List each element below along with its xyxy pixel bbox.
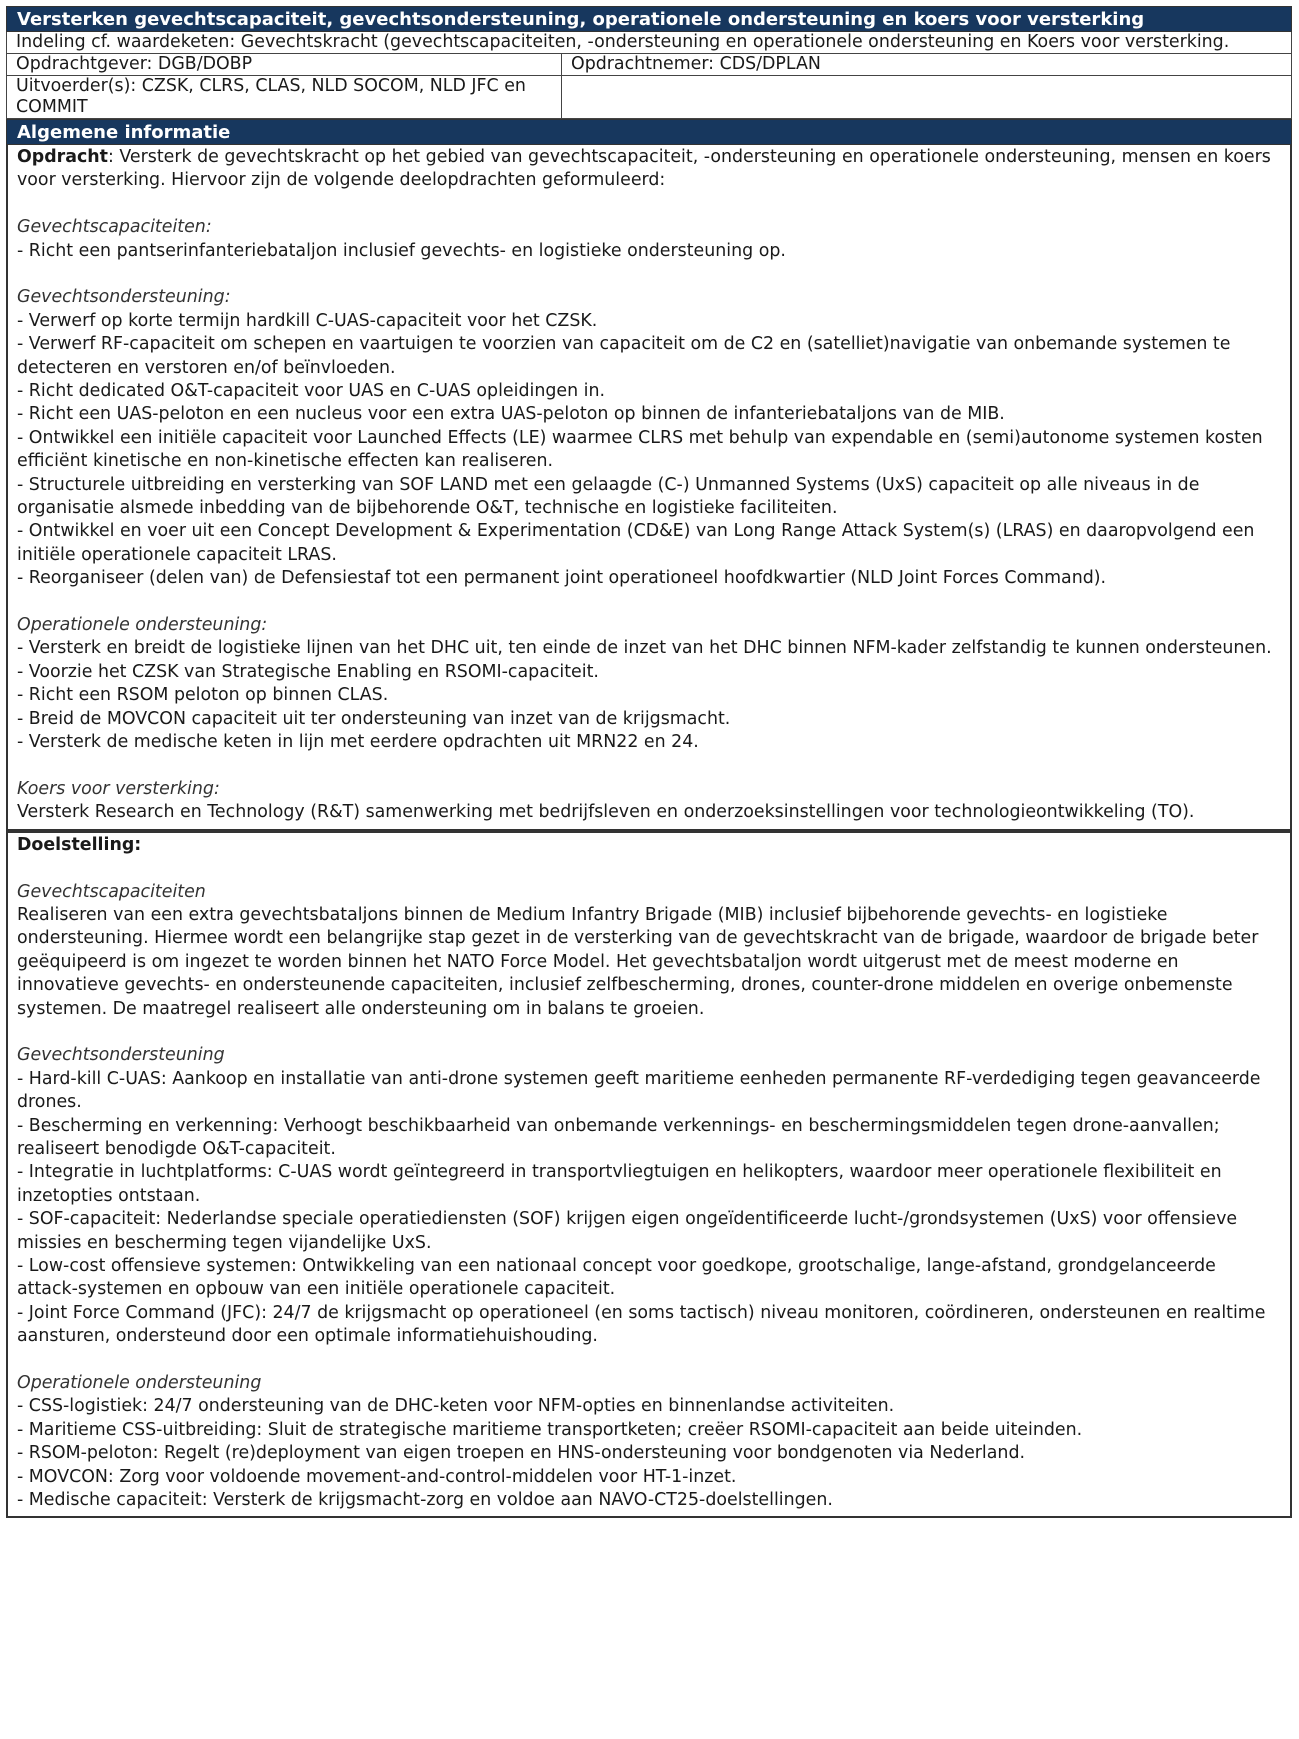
- list-item: - Verwerf op korte termijn hardkill C-UAS-capaciteit voor het CZSK.: [17, 310, 598, 331]
- group-title: Gevechtsondersteuning: [17, 1045, 225, 1066]
- list-item: - Reorganiseer (delen van) de Defensiestaf tot een permanent joint operationeel hoofdkwartier (NLD Joint Forces Command).: [17, 568, 1107, 589]
- list-item: - Ontwikkel en voer uit een Concept Development & Experimentation (CD&E) van Long Range Attack System(s) (LRAS) en daaropvolgend een initiële operationele capaciteit LRAS.: [17, 521, 1255, 565]
- list-item: - Versterk en breidt de logistieke lijnen van het DHC uit, ten einde de inzet van het DHC binnen NFM-kader zelfstandig te kunnen ondersteunen.: [17, 638, 1272, 659]
- opdracht-label: Opdracht: [17, 147, 108, 167]
- list-item: - SOF-capaciteit: Nederlandse speciale operatiediensten (SOF) krijgen eigen ongeïdentificeerde lucht-/grondsystemen (UxS) voor offensieve missies en bescherming tegen vijandelijke UxS.: [17, 1209, 1238, 1253]
- uitvoerders-empty-cell: [562, 76, 1291, 118]
- opdracht-intro-text: : Versterk de gevechtskracht op het gebied van gevechtscapaciteit, -ondersteuning en operationele ondersteuning, mensen en koers voor versterking. Hiervoor zijn de volgende deelopdrachten geformuleerd:: [17, 147, 1271, 191]
- opdracht-section: [6, 145, 1292, 831]
- opdrachtgever: Opdrachtgever: DGB/DOBP: [7, 54, 562, 75]
- document-table: [6, 6, 1292, 1518]
- group-title: Gevechtsondersteuning:: [17, 287, 231, 308]
- doelstelling-label: Doelstelling:: [17, 834, 142, 855]
- list-item: - Low-cost offensieve systemen: Ontwikkeling van een nationaal concept voor goedkope, grootschalige, lange-afstand, grondgelanceerde attack-systemen en opbouw van een initiële operationele capaciteit.: [17, 1256, 1216, 1300]
- list-item: - Richt een RSOM peloton op binnen CLAS.: [17, 685, 389, 706]
- list-item: - Richt een UAS-peloton en een nucleus voor een extra UAS-peloton op binnen de infanteriebataljons van de MIB.: [17, 404, 1005, 425]
- list-item: - Versterk de medische keten in lijn met eerdere opdrachten uit MRN22 en 24.: [17, 732, 699, 753]
- indeling-row: [6, 32, 1292, 54]
- section-header-algemene-informatie: Algemene informatie: [6, 119, 1292, 145]
- group-title: Koers voor versterking:: [17, 778, 220, 799]
- list-item: - Maritieme CSS-uitbreiding: Sluit de strategische maritieme transportketen; creëer RSOMI-capaciteit aan beide uiteinden.: [17, 1419, 1083, 1440]
- document-title: Versterken gevechtscapaciteit, gevechtsondersteuning, operationele ondersteuning en koers voor versterking: [6, 6, 1292, 32]
- group-title: Operationele ondersteuning: [17, 1373, 262, 1394]
- group-title: Gevechtscapaciteiten: [17, 881, 206, 902]
- list-item: - MOVCON: Zorg voor voldoende movement-and-control-middelen voor HT-1-inzet.: [17, 1466, 737, 1487]
- opdracht-row: [6, 54, 1292, 76]
- list-item: - Richt dedicated O&T-capaciteit voor UAS en C-UAS opleidingen in.: [17, 381, 606, 402]
- list-item: - Richt een pantserinfanteriebataljon inclusief gevechts- en logistieke ondersteuning op.: [17, 240, 786, 261]
- list-item: Versterk Research en Technology (R&T) samenwerking met bedrijfsleven en onderzoeksinstellingen voor technologieontwikkeling (TO).: [17, 802, 1195, 823]
- uitvoerders: Uitvoerder(s): CZSK, CLRS, CLAS, NLD SOCOM, NLD JFC en COMMIT: [7, 76, 562, 118]
- paragraph: Realiseren van een extra gevechtsbataljons binnen de Medium Infantry Brigade (MIB) inclusief bijbehorende gevechts- en logistieke ondersteuning. Hiermee wordt een belangrijke stap gezet in de versterking van de gevechtskracht van de brigade, waardoor de brigade beter geëquipeerd is om ingezet te worden binnen het NATO Force Model. Het gevechtsbataljon wordt uitgerust met de meest moderne en innovatieve gevechts- en ondersteunende capaciteiten, inclusief zelfbescherming, drones, counter-drone middelen en overige onbemenste systemen. De maatregel realiseert alle ondersteuning om in balans te groeien.: [17, 904, 1259, 1019]
- list-item: - Joint Force Command (JFC): 24/7 de krijgsmacht op operationeel (en soms tactisch) niveau monitoren, coördineren, ondersteunen en realtime aansturen, ondersteund door een optimale informatiehuishouding.: [17, 1302, 1266, 1347]
- list-item: - Structurele uitbreiding en versterking van SOF LAND met een gelaagde (C-) Unmanned Systems (UxS) capaciteit op alle niveaus in de organisatie alsmede inbedding van de bijbehorende O&T, technische en logistieke faciliteiten.: [17, 474, 1200, 519]
- list-item: - Medische capaciteit: Versterk de krijgsmacht-zorg en voldoe aan NAVO-CT25-doelstellingen.: [17, 1490, 833, 1511]
- uitvoerders-row: [6, 76, 1292, 119]
- indeling-text: Indeling cf. waardeketen: Gevechtskracht (gevechtscapaciteiten, -ondersteuning en operationele ondersteuning en Koers voor versterking.: [16, 32, 1230, 52]
- list-item: - Bescherming en verkenning: Verhoogt beschikbaarheid van onbemande verkennings- en beschermingsmiddelen tegen drone-aanvallen; realiseert benodigde O&T-capaciteit.: [17, 1115, 1220, 1159]
- list-item: - Voorzie het CZSK van Strategische Enabling en RSOMI-capaciteit.: [17, 661, 599, 682]
- group-title: Operationele ondersteuning:: [17, 615, 268, 636]
- list-item: - Ontwikkel een initiële capaciteit voor Launched Effects (LE) waarmee CLRS met behulp van expendable en (semi)autonome systemen kosten efficiënt kinetische en non-kinetische effecten kan realiseren.: [17, 427, 1263, 472]
- group-title: Gevechtscapaciteiten:: [17, 217, 212, 238]
- opdracht-intro: [17, 146, 1281, 193]
- doelstelling-section: [6, 831, 1292, 1519]
- list-item: - CSS-logistiek: 24/7 ondersteuning van de DHC-keten voor NFM-opties en binnenlandse activiteiten.: [17, 1396, 895, 1417]
- list-item: - Hard-kill C-UAS: Aankoop en installatie van anti-drone systemen geeft maritieme eenheden permanente RF-verdediging tegen geavanceerde drones.: [17, 1068, 1261, 1113]
- list-item: - Breid de MOVCON capaciteit uit ter ondersteuning van inzet van de krijgsmacht.: [17, 708, 731, 729]
- list-item: - Integratie in luchtplatforms: C-UAS wordt geïntegreerd in transportvliegtuigen en helikopters, waardoor meer operationele flexibiliteit en inzetopties ontstaan.: [17, 1162, 1222, 1206]
- list-item: - Verwerf RF-capaciteit om schepen en vaartuigen te voorzien van capaciteit om de C2 en (satelliet)navigatie van onbemande systemen te detecteren en verstoren en/of beïnvloeden.: [17, 334, 1231, 378]
- list-item: - RSOM-peloton: Regelt (re)deployment van eigen troepen en HNS-ondersteuning voor bondgenoten via Nederland.: [17, 1443, 1026, 1464]
- opdrachtnemer: Opdrachtnemer: CDS/DPLAN: [571, 54, 821, 74]
